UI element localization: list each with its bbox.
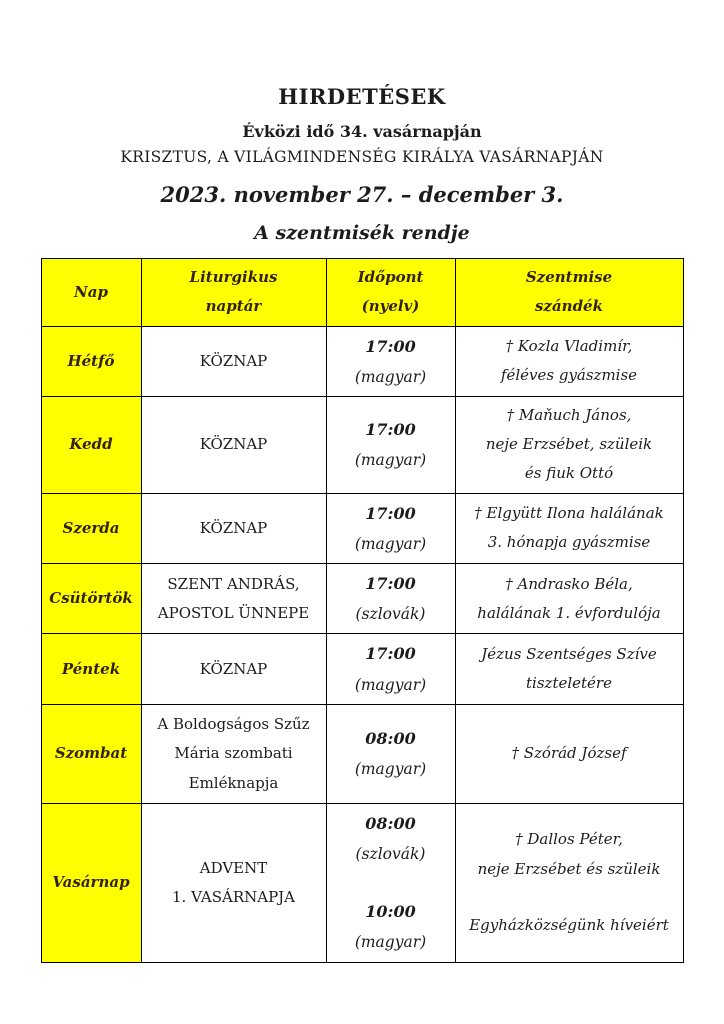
table-header [41,259,683,327]
intention-group [460,499,679,558]
intention-line: neje Erzsébet és szüleik [477,859,661,878]
intention-cell [455,396,683,493]
time-group [331,896,451,957]
calendar-line: ADVENT [199,858,268,877]
day-cell: Csütörtök [41,564,141,634]
table-row [41,326,683,396]
calendar-line: A Boldogságos Szűz [157,715,310,733]
time-language: (magyar) [354,367,427,386]
intention-group [460,911,679,940]
calendar-line: KÖZNAP [199,351,268,370]
intention-cell [455,493,683,563]
intention-group [460,332,679,391]
table-row [41,634,683,704]
time-group [331,723,451,784]
calendar-line: KÖZNAP [199,659,268,678]
intention-line: féléves gyászmise [500,366,638,385]
day-cell: Vasárnap [41,803,141,962]
time-cell [326,704,455,803]
time-language: (magyar) [354,534,427,553]
table-row [41,493,683,563]
time-cell [326,493,455,563]
liturgical-calendar-cell [141,493,326,563]
column-header-line: szándék [534,297,603,316]
time-value: 08:00 [365,813,416,833]
intention-line: † Andrasko Béla, [505,574,633,593]
time-language: (szlovák) [355,845,426,864]
column-header-line: Nap [74,282,108,301]
column-header-line: Liturgikus [189,268,278,286]
calendar-line: SZENT ANDRÁS, [167,574,300,593]
liturgical-calendar-cell [141,704,326,803]
intention-cell [455,634,683,704]
intention-group [460,825,679,884]
intention-line: † Kozla Vladimír, [505,336,633,355]
intention-line: † Maňuch János, [506,405,632,424]
calendar-line: Emléknapja [188,773,279,792]
day-cell: Péntek [41,634,141,704]
column-header-line: (nyelv) [361,297,420,316]
calendar-line: KÖZNAP [199,435,268,454]
intention-line: Egyházközségünk híveiért [469,915,669,934]
day-cell: Szerda [41,493,141,563]
calendar-line: Mária szombati [174,744,293,763]
date-range: 2023. november 27. – december 3. [160,182,564,207]
time-value: 10:00 [365,902,416,922]
table-row [41,396,683,493]
intention-cell [455,326,683,396]
time-group [331,331,451,392]
mass-schedule-title: A szentmisék rendje [254,222,470,244]
intention-group [460,739,679,768]
intention-line: † Szórád József [511,744,627,763]
page-title: HIRDETÉSEK [278,84,446,109]
table-row [41,564,683,634]
time-group [331,498,451,559]
liturgical-calendar-cell [141,564,326,634]
calendar-line: KÖZNAP [199,518,268,537]
intention-cell [455,803,683,962]
intention-cell [455,704,683,803]
header-row [41,259,683,327]
day-cell: Szombat [41,704,141,803]
column-header-0 [41,259,141,327]
column-header-2 [326,259,455,327]
time-group [331,808,451,869]
time-language: (magyar) [354,760,427,779]
time-language: (magyar) [354,933,427,952]
intention-line: és fiuk Ottó [524,464,614,483]
intention-group [460,401,679,489]
intention-group [460,640,679,699]
time-value: 17:00 [365,644,416,664]
day-cell: Kedd [41,396,141,493]
table-row [41,803,683,962]
column-header-1 [141,259,326,327]
column-header-line: Szentmise [525,268,613,286]
intention-line: † Elgyütt Ilona halálának [474,504,664,523]
time-value: 17:00 [365,420,416,440]
time-group [331,638,451,699]
time-cell [326,396,455,493]
time-value: 17:00 [365,574,416,594]
time-group [331,568,451,629]
table-body [41,326,683,962]
time-value: 08:00 [365,729,416,749]
time-value: 17:00 [365,336,416,356]
day-cell: Hétfő [41,326,141,396]
time-language: (szlovák) [355,605,426,624]
column-header-line: naptár [205,297,262,316]
liturgical-calendar-cell [141,803,326,962]
intention-line: neje Erzsébet, szüleik [485,435,653,454]
time-language: (magyar) [354,675,427,694]
intention-line: tiszteletére [526,674,612,693]
subtitle-liturgical-week: Évközi idő 34. vasárnapján [242,122,482,141]
time-cell [326,634,455,704]
time-cell [326,326,455,396]
mass-schedule-table [41,258,684,963]
time-value: 17:00 [365,503,416,523]
time-language: (magyar) [354,451,427,470]
column-header-3 [455,259,683,327]
liturgical-calendar-cell [141,396,326,493]
intention-cell [455,564,683,634]
subtitle-feast-name: KRISZTUS, A VILÁGMINDENSÉG KIRÁLYA VASÁRNAPJÁN [120,148,604,166]
column-header-line: Időpont [357,268,424,286]
time-cell [326,564,455,634]
liturgical-calendar-cell [141,326,326,396]
table-row [41,704,683,803]
intention-line: † Dallos Péter, [515,830,623,849]
liturgical-calendar-cell [141,634,326,704]
intention-line: halálának 1. évfordulója [477,603,661,622]
time-cell [326,803,455,962]
time-group [331,414,451,475]
calendar-line: 1. VASÁRNAPJA [171,887,296,906]
intention-line: 3. hónapja gyászmise [487,533,651,552]
intention-group [460,570,679,629]
calendar-line: APOSTOL ÜNNEPE [157,603,310,622]
intention-line: Jézus Szentséges Szíve [481,644,657,663]
